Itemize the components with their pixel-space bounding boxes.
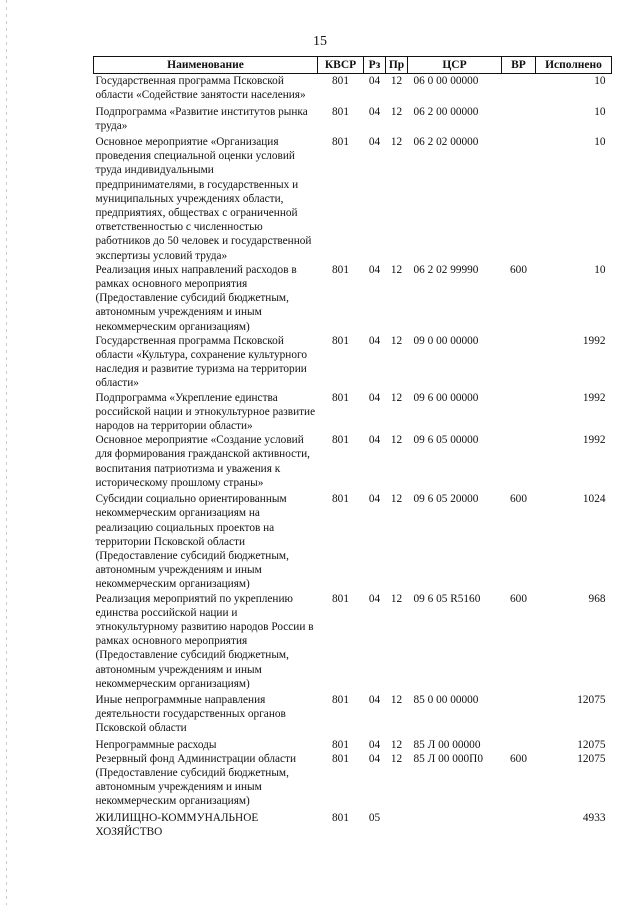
row-csr [408,809,502,839]
row-csr: 09 6 05 R5160 [413,592,481,605]
row-kvsr: 801 [332,391,349,404]
row-name: Непрограммные расходы [95,738,217,751]
table-row [94,736,612,752]
row-pr: 12 [390,105,403,118]
row-vr [502,809,536,839]
row-name: Реализация иных направлений расходов в рамках основного мероприятия (Предоставление субсидий бюджетным, автономным учреждениям и иным некоммерческим организациям) [95,263,297,333]
row-rz: 04 [368,75,381,88]
table-row [94,74,612,103]
row-rz: 04 [368,493,381,506]
row-done: 4933 [582,811,606,824]
row-done: 10 [594,136,606,149]
row-name: Государственная программа Псковской области «Культура, сохранение культурного наследия и развитие туризма на территории области» [95,334,307,390]
row-kvsr: 801 [332,738,349,751]
row-kvsr: 801 [332,75,349,88]
row-vr [502,133,536,263]
row-csr: 09 6 05 00000 [413,434,479,447]
row-rz: 04 [368,105,381,118]
row-csr: 06 2 02 99990 [413,263,479,276]
header-csr: ЦСР [408,57,502,74]
row-csr: 06 0 00 00000 [413,75,479,88]
row-pr: 12 [390,493,403,506]
row-rz: 04 [368,263,381,276]
row-rz: 04 [368,391,381,404]
row-vr [502,334,536,391]
row-csr: 06 2 00 00000 [413,105,479,118]
row-vr: 600 [510,493,527,506]
page-number: 15 [313,34,327,49]
row-done: 12075 [577,738,606,751]
row-done: 968 [588,592,606,605]
row-done: 1992 [582,434,606,447]
row-pr: 12 [390,738,403,751]
row-kvsr: 801 [332,334,349,347]
row-name: Подпрограмма «Укрепление единства российской нации и этнокультурное развитие народов на территории области» [95,391,316,433]
row-kvsr: 801 [332,693,349,706]
row-pr: 12 [390,592,403,605]
row-csr: 85 0 00 00000 [413,693,479,706]
row-pr: 12 [390,263,403,276]
row-name: Резервный фонд Администрации области (Предоставление субсидий бюджетным, автономным учреждениям и иным некоммерческим организациям) [95,752,297,808]
header-name: Наименование [94,57,318,74]
row-pr: 12 [390,334,403,347]
table-row [94,433,612,490]
row-vr [502,736,536,752]
row-vr: 600 [510,263,527,276]
row-vr [502,691,536,736]
row-name: Основное мероприятие «Создание условий для формирования гражданской активности, воспитания патриотизма и уважения к историческому прошлому страны» [95,434,310,489]
row-kvsr: 801 [332,493,349,506]
row-name: Реализация мероприятий по укреплению единства российской нации и этнокультурному развитию народов России в рамках основного мероприятия (Предоставление субсидий бюджетным, автономным учреждениям и иным некоммерческим организациям) [95,592,314,690]
row-pr: 12 [390,752,403,765]
table-row [94,490,612,591]
row-csr: 06 2 02 00000 [413,136,479,149]
row-pr: 12 [390,693,403,706]
row-rz: 04 [368,334,381,347]
row-kvsr: 801 [332,811,349,824]
header-done: Исполнено [536,57,612,74]
row-csr: 85 Л 00 00000 [413,738,481,751]
row-kvsr: 801 [332,752,349,765]
row-name: ЖИЛИЩНО-КОММУНАЛЬНОЕ ХОЗЯЙСТВО [95,811,259,838]
row-vr: 600 [510,592,527,605]
row-done: 1024 [582,493,606,506]
row-rz: 04 [368,752,381,765]
table-header-row [94,57,612,74]
row-vr: 600 [510,752,527,765]
row-name: Подпрограмма «Развитие институтов рынка труда» [95,105,308,132]
row-done: 12075 [577,693,606,706]
row-vr [502,74,536,103]
table-row [94,334,612,391]
table-row [94,691,612,736]
row-done: 10 [594,75,606,88]
header-pr: Пр [386,57,408,74]
row-pr: 12 [390,75,403,88]
table-row [94,263,612,334]
row-rz: 04 [368,738,381,751]
row-vr [502,391,536,434]
row-name: Основное мероприятие «Организация проведения специальной оценки условий труда индивидуальными предпринимателями, в государственных и муниципальных учреждениях области, предприятиях, обществах с ограниченной ответственностью с численностью работников до 50 человек и государственной экспертизы условий труда» [95,136,312,262]
table-row [94,592,612,691]
header-rz: Рз [364,57,386,74]
row-rz: 04 [368,592,381,605]
table-row [94,391,612,434]
row-kvsr: 801 [332,434,349,447]
row-vr [502,433,536,490]
table-row [94,103,612,133]
row-pr: 12 [390,434,403,447]
row-pr: 12 [390,391,403,404]
row-csr: 09 0 00 00000 [413,334,479,347]
header-kvsr: КВСР [318,57,364,74]
table-row [94,752,612,809]
row-rz: 04 [368,136,381,149]
row-rz: 05 [368,811,381,824]
row-rz: 04 [368,693,381,706]
row-done: 10 [594,105,606,118]
row-csr: 09 6 05 20000 [413,493,479,506]
row-kvsr: 801 [332,592,349,605]
table-row [94,133,612,263]
row-csr: 09 6 00 00000 [413,391,479,404]
scan-edge [6,0,7,905]
row-rz: 04 [368,434,381,447]
row-kvsr: 801 [332,263,349,276]
row-vr [502,103,536,133]
table-row [94,809,612,839]
row-csr: 85 Л 00 000П0 [413,752,483,765]
row-pr: 12 [390,136,403,149]
row-kvsr: 801 [332,105,349,118]
row-name: Государственная программа Псковской области «Содействие занятости населения» [95,75,306,102]
budget-table [93,56,612,839]
row-done: 12075 [577,752,606,765]
row-name: Иные непрограммные направления деятельности государственных органов Псковской области [95,693,286,735]
row-done: 1992 [582,334,606,347]
row-done: 10 [594,263,606,276]
row-done: 1992 [582,391,606,404]
row-name: Субсидии социально ориентированным некоммерческим организациям на реализацию социальных проектов на территории Псковской области (Предоставление субсидий бюджетным, автономным учреждениям и иным некоммерческим организациям) [95,493,289,591]
header-vr: ВР [502,57,536,74]
row-kvsr: 801 [332,136,349,149]
row-pr [386,809,408,839]
